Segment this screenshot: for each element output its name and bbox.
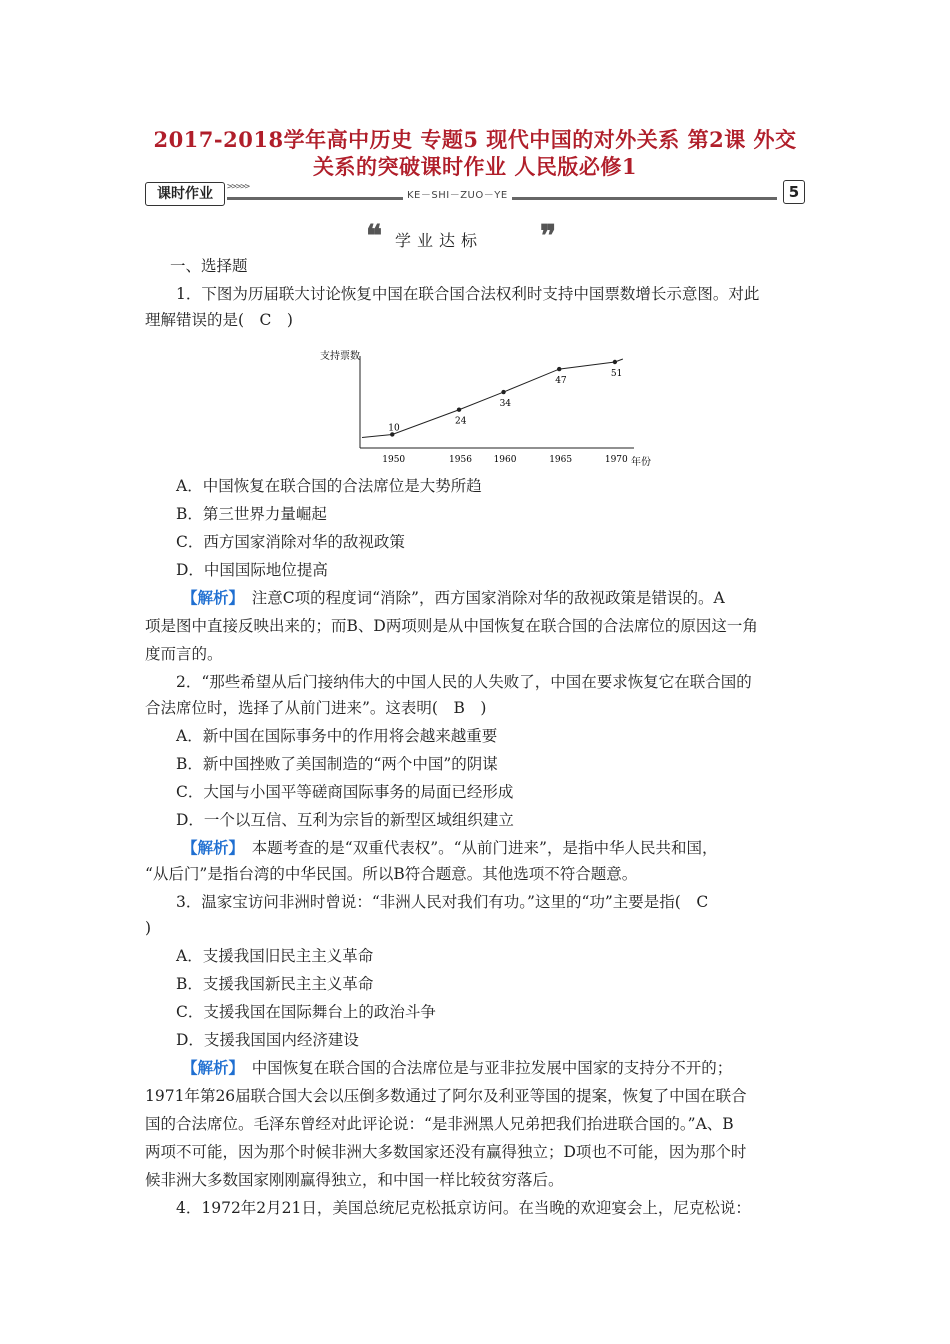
q1-stem-line2: 理解错误的是( C )	[145, 311, 293, 329]
q2-explanation-tag: 【解析】	[182, 838, 237, 857]
vote-chart	[318, 344, 658, 474]
y-axis-label: 支持票数	[320, 351, 360, 362]
q3-option-d: D．支援我国国内经济建设	[176, 1031, 359, 1049]
q1-option-d: D．中国国际地位提高	[176, 561, 328, 579]
q3-explanation-tag: 【解析】	[182, 1058, 237, 1077]
q2-option-c: C．大国与小国平等磋商国际事务的局面已经形成	[176, 783, 514, 801]
close-quote-icon: ❞	[540, 219, 557, 254]
data-point	[557, 367, 561, 371]
q3-stem-line2: )	[145, 919, 152, 937]
q1-explanation-line2: 项是图中直接反映出来的；而B、D两项则是从中国恢复在联合国的合法席位的原因这一角	[145, 617, 758, 635]
q1-option-b: B．第三世界力量崛起	[176, 505, 327, 523]
q3-explanation-line4: 两项不可能，因为那个时候非洲大多数国家还没有赢得独立；D项也不可能，因为那个时	[145, 1143, 747, 1161]
q1-stem-line1: 1．下图为历届联大讨论恢复中国在联合国合法权利时支持中国票数增长示意图。对此	[176, 285, 760, 303]
q2-explanation-line2: “从后门”是指台湾的中华民国。所以B符合题意。其他选项不符合题意。	[145, 865, 638, 883]
q3-explanation-line3: 国的合法席位。毛泽东曾经对此评论说：“是非洲黑人兄弟把我们抬进联合国的。”A、B	[145, 1115, 734, 1133]
q1-explanation-line3: 度而言的。	[145, 645, 223, 663]
x-axis-label: 年份	[631, 457, 651, 468]
q1-option-c: C．西方国家消除对华的敌视政策	[176, 533, 405, 551]
data-label: 10	[388, 423, 400, 434]
q3-explanation-line2: 1971年第26届联合国大会以压倒多数通过了阿尔及利亚等国的提案，恢复了中国在联合	[145, 1087, 747, 1105]
banner-label: 课时作业	[145, 182, 225, 206]
q2-stem-line2: 合法席位时，选择了从前门进来”。这表明( B )	[145, 699, 487, 717]
banner-arrows: >>>>>	[227, 182, 250, 192]
x-tick-label: 1970	[604, 455, 628, 465]
q2-stem-line1: 2．“那些希望从后门接纳伟大的中国人民的人失败了，中国在要求恢复它在联合国的	[176, 673, 752, 691]
q2-option-d: D．一个以互信、互利为宗旨的新型区域组织建立	[176, 811, 514, 829]
homework-banner	[145, 180, 805, 206]
q1-option-a: A．中国恢复在联合国的合法席位是大势所趋	[176, 477, 482, 495]
q3-explanation-line5: 候非洲大多数国家刚刚赢得独立，和中国一样比较贫穷落后。	[145, 1171, 564, 1189]
q3-explanation-line1	[182, 1058, 732, 1078]
x-tick-label: 1965	[549, 455, 573, 465]
banner-subtitle: KE－SHI－ZUO－YE	[403, 186, 512, 201]
doc-title-line1: 2017-2018学年高中历史 专题5 现代中国的对外关系 第2课 外交	[153, 127, 797, 152]
q3-option-a: A．支援我国旧民主主义革命	[176, 947, 374, 965]
open-quote-icon: ❝	[366, 219, 383, 254]
q2-explanation-line1	[182, 838, 717, 858]
doc-title-line2: 关系的突破课时作业 人民版必修1	[313, 154, 637, 179]
q2-option-b: B．新中国挫败了美国制造的“两个中国”的阴谋	[176, 755, 498, 773]
data-label: 51	[610, 369, 623, 379]
data-label: 24	[455, 416, 467, 427]
q2-option-a: A．新中国在国际事务中的作用将会越来越重要	[176, 727, 498, 745]
x-tick-label: 1950	[382, 455, 406, 465]
section-title: 学业达标	[395, 231, 484, 250]
q2-explanation-text: 本题考查的是“双重代表权”。“从前门进来”，是指中华人民共和国，	[236, 839, 718, 857]
q3-stem-line1: 3．温家宝访问非洲时曾说：“非洲人民对我们有功。”这里的“功”主要是指( C	[176, 893, 709, 911]
data-label: 47	[555, 376, 567, 387]
q1-explanation-line1	[182, 588, 725, 608]
q1-explanation-tag: 【解析】	[182, 588, 237, 607]
series-line	[362, 359, 623, 437]
data-point	[501, 390, 505, 394]
q1-explanation-text: 注意C项的程度词“消除”，西方国家消除对华的敌视政策是错误的。A	[236, 589, 725, 607]
x-tick-label: 1956	[449, 455, 472, 465]
data-label: 34	[499, 399, 512, 410]
q3-option-c: C．支援我国在国际舞台上的政治斗争	[176, 1003, 436, 1021]
q4-stem-line1: 4．1972年2月21日，美国总统尼克松抵京访问。在当晚的欢迎宴会上，尼克松说：	[176, 1199, 751, 1217]
x-tick-label: 1960	[493, 455, 517, 465]
part-heading: 一、选择题	[170, 257, 248, 275]
q3-explanation-text: 中国恢复在联合国的合法席位是与亚非拉发展中国家的支持分不开的；	[236, 1059, 733, 1077]
banner-number: 5	[783, 180, 805, 204]
q3-option-b: B．支援我国新民主主义革命	[176, 975, 374, 993]
data-point	[613, 360, 617, 364]
data-point	[457, 408, 461, 412]
